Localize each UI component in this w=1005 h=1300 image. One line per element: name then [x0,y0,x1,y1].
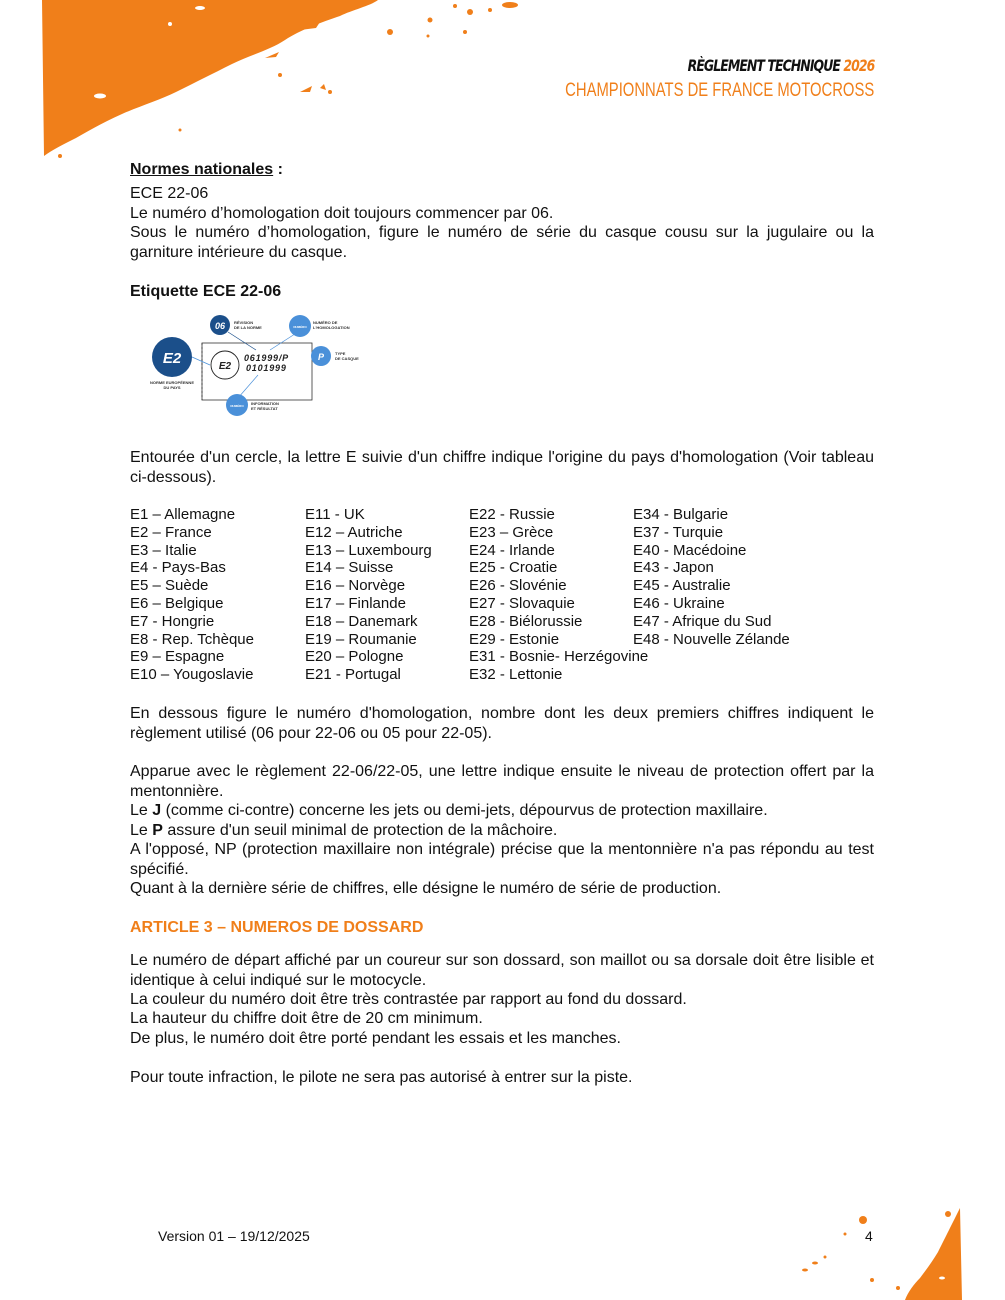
country-code-item: E43 - Japon [633,559,714,577]
j-prefix: Le [130,802,153,819]
serial-number-paragraph: Sous le numéro d’homologation, figure le numéro de série du casque cousu sur la jugulaire ou la garniture intérieure du casque. [130,224,874,261]
country-code-item: E5 – Suède [130,577,209,595]
revision-caption-1: RÉVISION [234,320,254,325]
homologation-rule: Le numéro d’homologation doit toujours commencer par 06. [130,205,554,222]
info-badge-text: NUMÉRO [230,404,244,408]
country-code-item: E45 - Australie [633,577,731,595]
country-codes-column-3 [469,506,648,684]
country-code-item: E23 – Grèce [469,523,554,541]
country-code-item: E9 – Espagne [130,648,225,666]
article-3-final-paragraph: Pour toute infraction, le pilote ne sera pas autorisé à entrer sur la piste. [130,1069,633,1086]
document-title [687,56,874,75]
revision-caption-2: DE LA NORME [234,325,262,330]
country-code-item: E47 - Afrique du Sud [633,612,772,630]
country-code-item: E12 – Autriche [305,523,403,541]
p-letter: P [152,822,163,839]
protection-p-line [130,821,557,841]
orange-splash-decoration-bottom [790,1200,1005,1300]
country-code-item: E25 - Croatie [469,559,558,577]
country-code-item: E28 - Biélorussie [469,612,583,630]
country-code-item: E19 – Roumanie [305,630,417,648]
country-code-item: E18 – Danemark [305,612,418,630]
country-code-item: E10 – Yougoslavie [130,666,254,684]
country-code-item: E20 – Pologne [305,648,404,666]
ece-label-diagram [140,310,380,420]
country-code-item: E22 - Russie [469,506,555,523]
country-codes-column-4 [633,506,790,648]
origin-paragraph: Entourée d'un cercle, la lettre E suivie d'un chiffre indique l'origine du pays d'homologation (Voir tableau ci-dessous). [130,449,874,486]
country-code-item: E29 - Estonie [469,630,560,648]
country-badge-text: E2 [162,350,182,367]
country-code-item: E34 - Bulgarie [633,506,729,523]
country-codes-column-1 [130,506,254,684]
type-badge-text: P [317,352,325,362]
orange-splash-decoration-top [0,0,560,170]
country-code-item: E13 – Luxembourg [305,541,432,559]
title-main: RÈGLEMENT TECHNIQUE [687,56,840,75]
revision-badge-text: 06 [214,321,226,331]
country-code-item: E16 – Norvège [305,577,406,595]
article-3-paragraph-1: Le numéro de départ affiché par un coureur sur son dossard, son maillot ou sa dorsale doit être lisible et identique à celui indiqué sur le motocycle. [130,952,874,989]
j-letter: J [152,802,162,819]
label-e-text: E2 [218,361,232,372]
document-subtitle: CHAMPIONNATS DE FRANCE MOTOCROSS [564,80,874,101]
label-heading: Etiquette ECE 22-06 [130,283,282,300]
label-line-2: 0101999 [246,363,287,373]
country-code-item: E11 - UK [305,506,365,523]
country-code-item: E40 - Macédoine [633,541,747,559]
country-codes-column-2 [305,506,432,684]
country-code-item: E7 - Hongrie [130,612,215,630]
homologation-badge-text: NUMÉRO [293,325,307,329]
homologation-caption-2: L'HOMOLOGATION [313,325,350,330]
type-caption-1: TYPE [335,351,346,356]
label-line-1: 061999/P [244,353,289,363]
country-code-item: E26 - Slovénie [469,577,567,595]
type-caption-2: DE CASQUE [335,356,359,361]
country-code-item: E1 – Allemagne [130,506,236,523]
p-text: assure d'un seuil minimal de protection de la mâchoire. [162,822,558,839]
heading-text: Normes nationales [130,161,274,178]
title-year: 2026 [843,56,874,75]
article-3-heading: ARTICLE 3 – NUMEROS DE DOSSARD [130,919,424,936]
j-text: (comme ci-contre) concerne les jets ou demi-jets, dépourvus de protection maxillaire. [161,802,768,819]
country-code-item: E31 - Bosnie- Herzégovine [469,648,649,666]
country-code-item: E4 - Pays-Bas [130,559,226,577]
country-code-item: E21 - Portugal [305,666,401,684]
info-caption-1: INFORMATION [251,401,279,406]
article-3-line-2: La couleur du numéro doit être très contrastée par rapport au fond du dossard. [130,991,687,1008]
standard-name: ECE 22-06 [130,185,209,202]
country-code-item: E8 - Rep. Tchèque [130,630,254,648]
country-code-item: E27 - Slovaquie [469,594,575,612]
country-code-item: E48 - Nouvelle Zélande [633,630,790,648]
country-code-item: E6 – Belgique [130,594,224,612]
protection-j-line [130,801,768,821]
article-3-line-3: La hauteur du chiffre doit être de 20 cm minimum. [130,1010,483,1027]
protection-intro: Apparue avec le règlement 22-06/22-05, une lettre indique ensuite le niveau de protection offert par la mentonnière. [130,763,874,800]
page-number: 4 [865,1228,873,1244]
homologation-paragraph: En dessous figure le numéro d'homologation, nombre dont les deux premiers chiffres indiquent le règlement utilisé (06 pour 22-06 ou 05 pour 22-05). [130,705,874,742]
country-code-item: E2 – France [130,523,212,541]
country-code-item: E14 – Suisse [305,559,394,577]
info-caption-2: ET RÉSULTAT [251,406,278,411]
serial-production-line: Quant à la dernière série de chiffres, elle désigne le numéro de série de production. [130,880,722,897]
country-code-item: E17 – Finlande [305,594,406,612]
country-code-item: E24 - Irlande [469,541,555,559]
country-code-item: E46 - Ukraine [633,594,725,612]
p-prefix: Le [130,822,153,839]
homologation-caption-1: NUMÉRO DE [313,320,338,325]
country-caption-1: NORME EUROPÉENNE [149,380,195,385]
country-code-item: E32 - Lettonie [469,666,563,684]
country-code-item: E37 - Turquie [633,523,724,541]
protection-np-paragraph: A l'opposé, NP (protection maxillaire non intégrale) précise que la mentonnière n'a pas répondu au test spécifié. [130,841,874,878]
national-standards-heading [130,160,283,180]
article-3-line-4: De plus, le numéro doit être porté pendant les essais et les manches. [130,1030,621,1047]
footer-version: Version 01 – 19/12/2025 [158,1228,310,1244]
country-code-item: E3 – Italie [130,541,197,559]
country-caption-2: DU PAYS [163,385,181,390]
heading-colon: : [273,161,283,178]
